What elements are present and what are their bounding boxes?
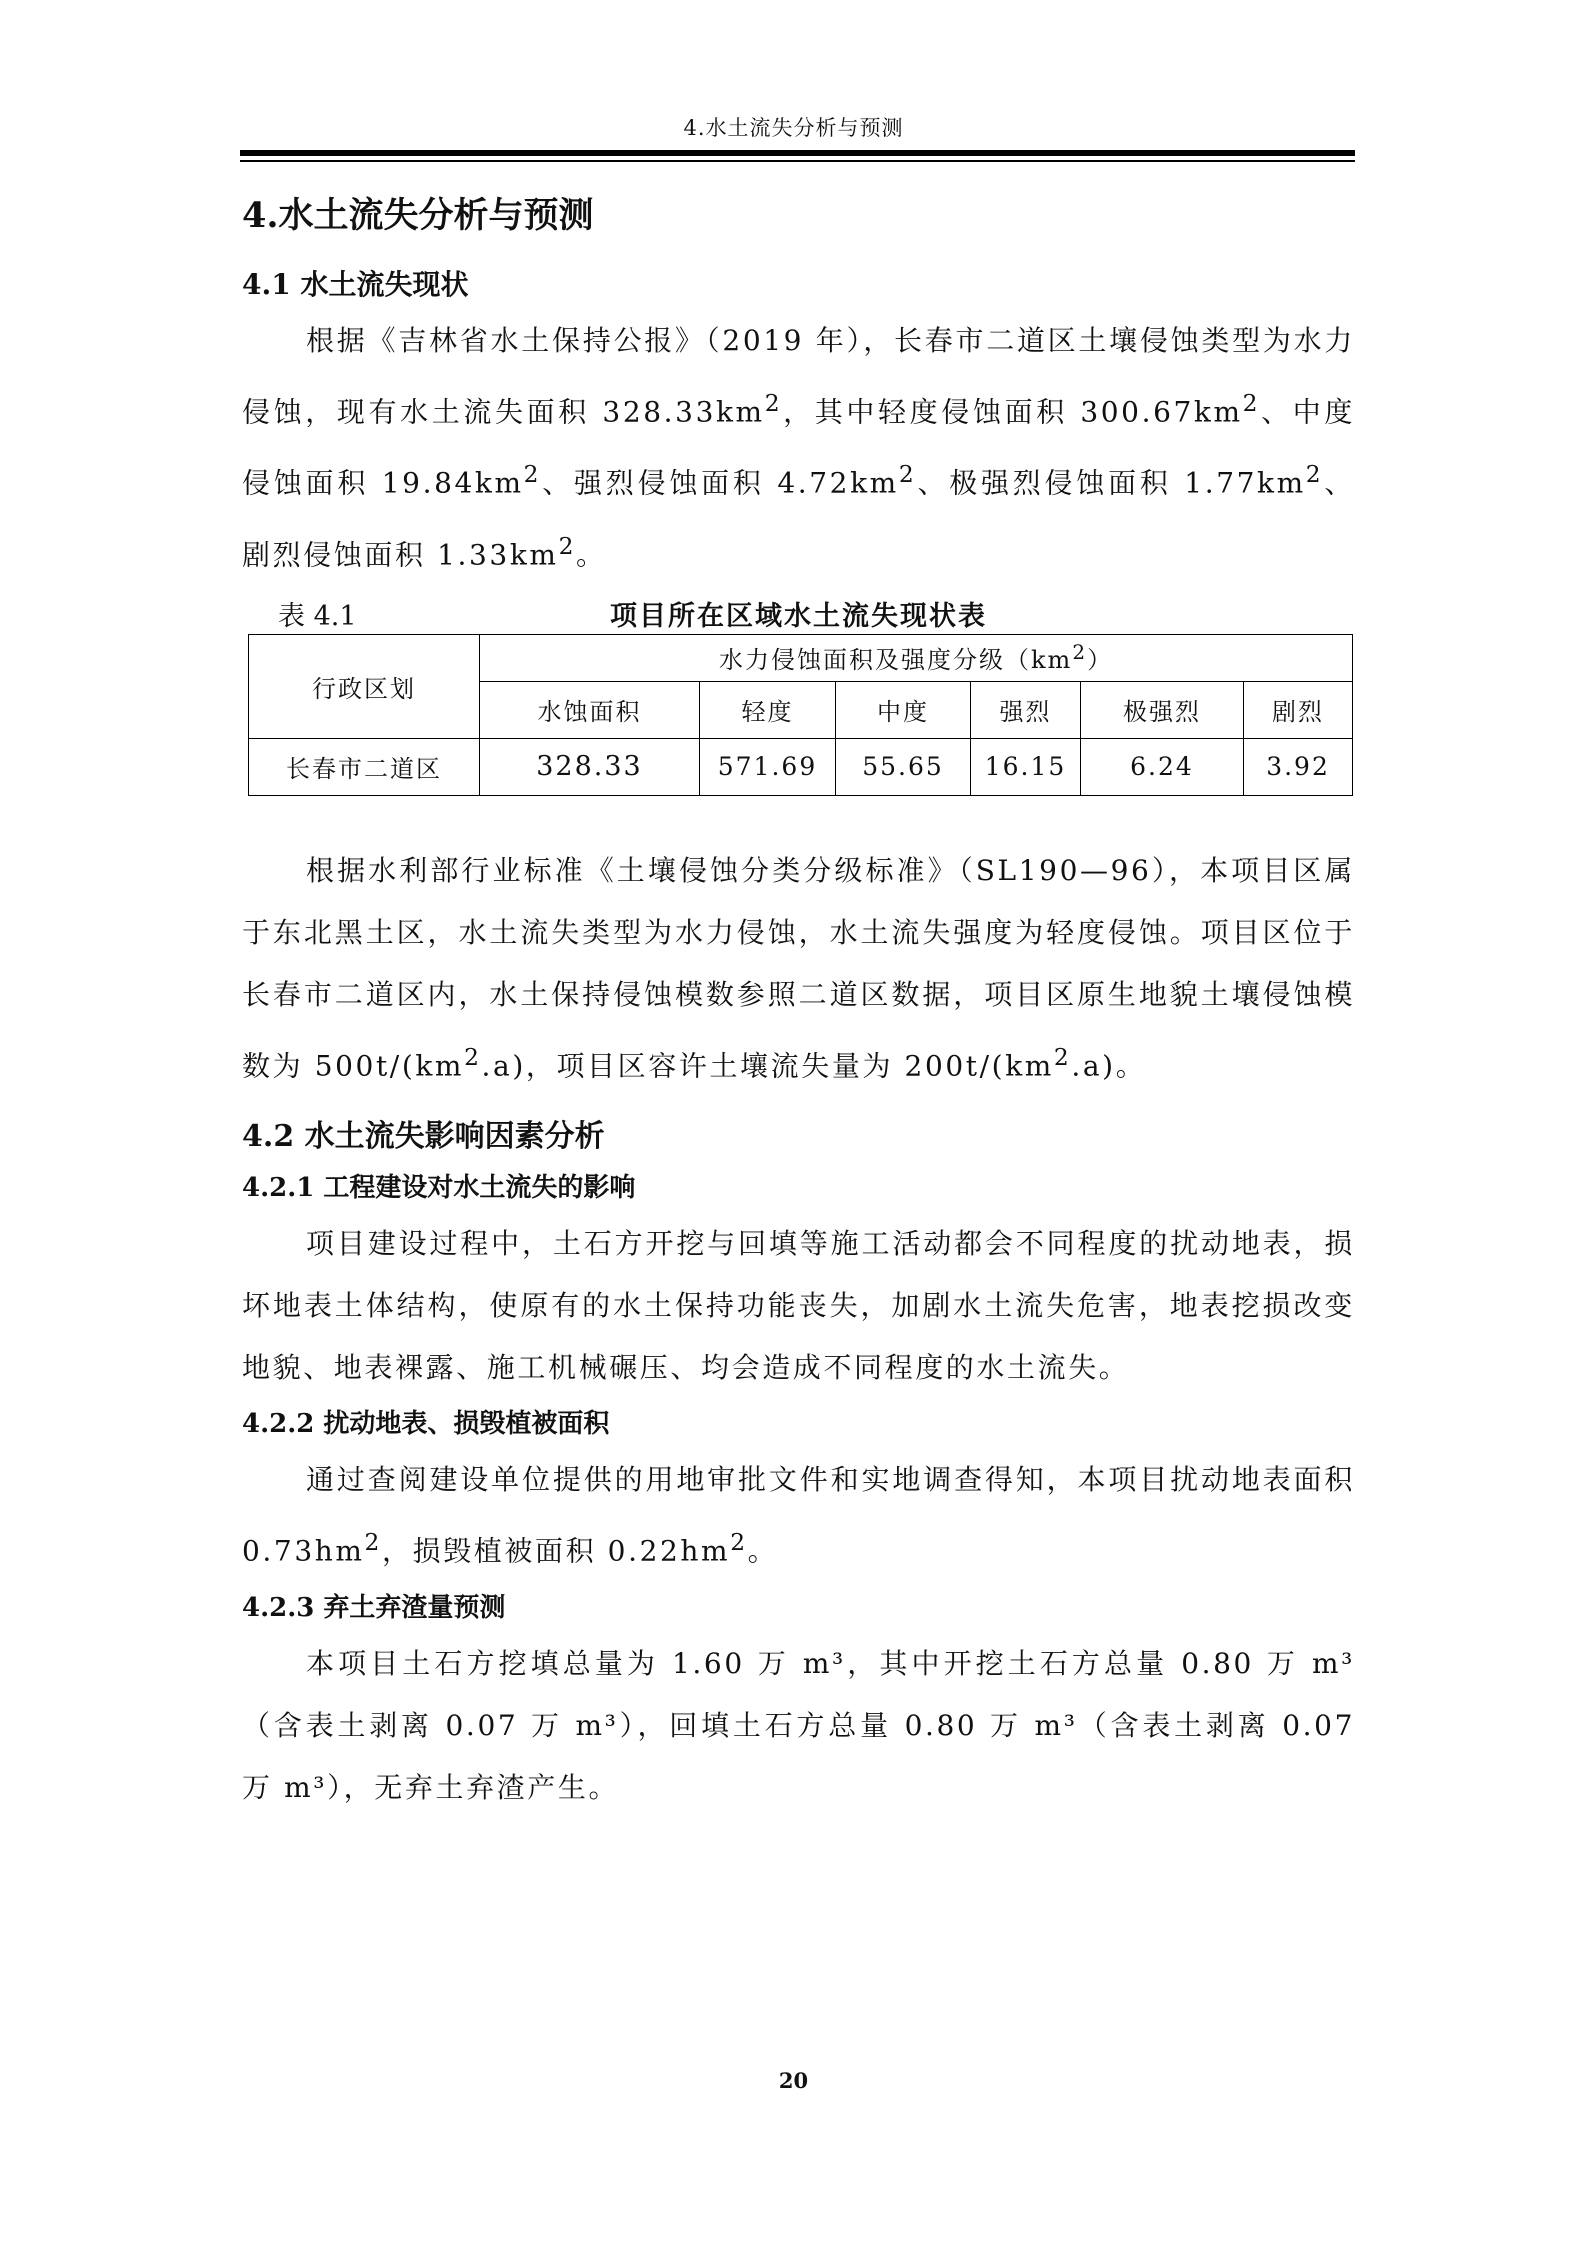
value-cell: 16.15	[971, 738, 1081, 795]
text-run: .a)。	[1071, 1049, 1147, 1083]
value-cell: 571.69	[700, 738, 836, 795]
text-run: 、极强烈侵蚀面积 1.77km	[916, 466, 1306, 500]
text-run: 、剧烈侵蚀面积 1.33km	[242, 466, 1355, 571]
standard-paragraph	[242, 840, 1355, 1097]
text-run: .a)，项目区容许土壤流失量为 200t/(km	[481, 1049, 1054, 1083]
page-number: 20	[778, 2068, 809, 2093]
value-cell: 3.92	[1244, 738, 1353, 795]
text-run: 。	[576, 537, 607, 571]
text-run: 。	[747, 1534, 779, 1568]
erosion-status-table	[248, 634, 1353, 796]
page-content	[242, 188, 1355, 1819]
table-title: 项目所在区域水土流失现状表	[610, 600, 987, 632]
text-run: 通过查阅建设单位提供的用地审批文件和实地调查得知，本项目扰动地表面积 0.73hm	[242, 1463, 1355, 1568]
column-header: 水蚀面积	[480, 681, 700, 738]
superscript: 2	[764, 389, 783, 417]
column-header: 强烈	[971, 681, 1081, 738]
spacer	[242, 796, 1355, 840]
section-4-2-2-paragraph	[242, 1449, 1355, 1582]
superscript: 2	[898, 460, 917, 489]
section-4-1-title: 4.1 水土流失现状	[242, 268, 469, 301]
table-row	[249, 738, 1353, 795]
region-header-cell: 行政区划	[249, 634, 480, 738]
superscript: 2	[558, 531, 577, 560]
section-4-1-paragraph	[242, 310, 1355, 586]
superscript: 2	[523, 460, 542, 489]
column-header: 中度	[836, 681, 971, 738]
text-run: ，损毁植被面积 0.22hm	[381, 1534, 731, 1568]
text-run: 根据水利部行业标准《土壤侵蚀分类分级标准》（SL190—96），本项目区属于东北黑土区，水土流失类型为水力侵蚀，水土流失强度为轻度侵蚀。项目区位于长春市二道区内，水土保持侵蚀模数参照二道区数据，项目区原生地貌土壤侵蚀模数为 500t/(km	[242, 853, 1355, 1083]
text-run: 、强烈侵蚀面积 4.72km	[541, 466, 899, 500]
region-cell: 长春市二道区	[249, 738, 480, 795]
table-header-row	[249, 634, 1353, 681]
text-run: 、中度侵蚀面积 19.84km	[242, 395, 1355, 500]
value-cell: 6.24	[1081, 738, 1244, 795]
section-4-2-3-title: 4.2.3 弃土弃渣量预测	[242, 1592, 506, 1623]
superscript: 2	[1053, 1042, 1072, 1071]
section-4-2-1-paragraph: 项目建设过程中，土石方开挖与回填等施工活动都会不同程度的扰动地表，损坏地表土体结构，使原有的水土保持功能丧失，加剧水土流失危害，地表挖损改变地貌、地表裸露、施工机械碾压、均会造成不同程度的水土流失。	[242, 1227, 1355, 1385]
section-4-2-1-title: 4.2.1 工程建设对水土流失的影响	[242, 1173, 636, 1204]
superscript: 2	[730, 1528, 748, 1557]
section-4-title: 4.水土流失分析与预测	[242, 195, 594, 236]
table-label: 表 4.1	[278, 600, 357, 632]
value-cell: 328.33	[480, 738, 700, 795]
superscript: 2	[1242, 389, 1261, 417]
group-header-end: ）	[1087, 646, 1114, 675]
column-header: 轻度	[700, 681, 836, 738]
table-caption	[242, 590, 1355, 634]
superscript: 2	[464, 1042, 482, 1071]
superscript: 2	[1305, 460, 1324, 489]
section-4-2-title: 4.2 水土流失影响因素分析	[242, 1119, 605, 1155]
column-header: 剧烈	[1244, 681, 1353, 738]
text-run: ，其中轻度侵蚀面积 300.67km	[782, 395, 1243, 429]
superscript: 2	[364, 1528, 382, 1557]
group-header-text: 水力侵蚀面积及强度分级（km	[719, 646, 1073, 675]
group-header-cell	[480, 634, 1353, 681]
section-4-2-2-title: 4.2.2 扰动地表、损毁植被面积	[242, 1409, 610, 1440]
text-run: 根据《吉林省水土保持公报》（2019 年），长春市二道区土壤侵蚀类型为水力侵蚀，现有水土流失面积 328.33km	[242, 324, 1355, 429]
header-rule-thick	[240, 150, 1355, 156]
section-4-2-3-paragraph: 本项目土石方挖填总量为 1.60 万 m³，其中开挖土石方总量 0.80 万 m³（含表土剥离 0.07 万 m³），回填土石方总量 0.80 万 m³（含表土剥离 0.07 万 m³），无弃土弃渣产生。	[242, 1646, 1355, 1804]
value-cell: 55.65	[836, 738, 971, 795]
running-header: 4.水土流失分析与预测	[683, 116, 904, 140]
superscript: 2	[1072, 640, 1088, 665]
column-header: 极强烈	[1081, 681, 1244, 738]
header-rule-thin	[240, 160, 1355, 162]
